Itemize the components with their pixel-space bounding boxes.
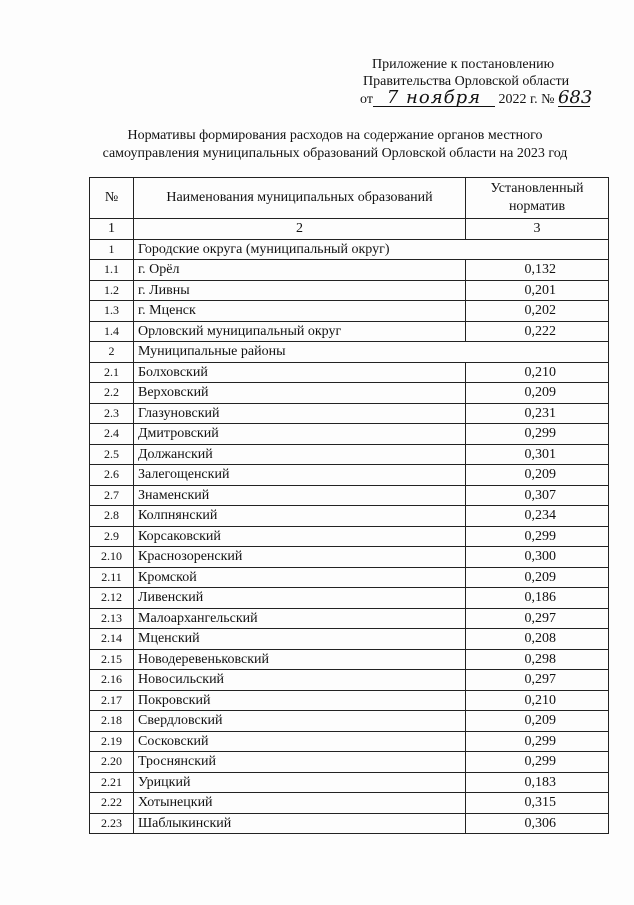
row-value: 0,210	[466, 690, 609, 711]
row-value: 0,299	[466, 752, 609, 773]
row-number: 2.20	[90, 752, 134, 773]
row-name: г. Орёл	[134, 260, 466, 281]
table-row	[90, 588, 609, 609]
row-name: Муниципальные районы	[134, 342, 609, 363]
row-number: 1.4	[90, 321, 134, 342]
row-value: 0,208	[466, 629, 609, 650]
row-number: 2.14	[90, 629, 134, 650]
row-number: 2	[90, 342, 134, 363]
row-name: Болховский	[134, 362, 466, 383]
table-row	[90, 567, 609, 588]
row-number: 2.18	[90, 711, 134, 732]
table-row	[90, 301, 609, 322]
row-value: 0,315	[466, 793, 609, 814]
row-value: 0,297	[466, 608, 609, 629]
row-name: Мценский	[134, 629, 466, 650]
table-row	[90, 362, 609, 383]
section-row	[90, 239, 609, 260]
row-name: Новосильский	[134, 670, 466, 691]
row-name: Кромской	[134, 567, 466, 588]
row-name: Сосковский	[134, 731, 466, 752]
table-row	[90, 465, 609, 486]
row-number: 2.23	[90, 813, 134, 834]
row-name: Урицкий	[134, 772, 466, 793]
table-row	[90, 793, 609, 814]
table-row	[90, 629, 609, 650]
row-number: 2.9	[90, 526, 134, 547]
row-value: 0,210	[466, 362, 609, 383]
table-row	[90, 280, 609, 301]
header-num: №	[90, 178, 134, 219]
row-value: 0,209	[466, 711, 609, 732]
row-name: Хотынецкий	[134, 793, 466, 814]
row-value: 0,299	[466, 731, 609, 752]
row-number: 2.12	[90, 588, 134, 609]
appendix-header	[360, 56, 630, 108]
table-row	[90, 608, 609, 629]
table-header-row	[90, 178, 609, 219]
row-number: 2.6	[90, 465, 134, 486]
table-row	[90, 526, 609, 547]
table-row	[90, 485, 609, 506]
table-row	[90, 813, 609, 834]
row-name: Залегощенский	[134, 465, 466, 486]
row-name: Покровский	[134, 690, 466, 711]
index-cell-3: 3	[466, 219, 609, 240]
row-number: 2.8	[90, 506, 134, 527]
table-row	[90, 506, 609, 527]
title-line-1: Нормативы формирования расходов на содержание органов местного	[127, 128, 543, 143]
row-value: 0,234	[466, 506, 609, 527]
row-name: Дмитровский	[134, 424, 466, 445]
index-cell-2: 2	[134, 219, 466, 240]
row-name: Знаменский	[134, 485, 466, 506]
row-name: Городские округа (муниципальный округ)	[134, 239, 609, 260]
row-value: 0,209	[466, 567, 609, 588]
row-value: 0,231	[466, 403, 609, 424]
row-name: Верховский	[134, 383, 466, 404]
row-number: 2.5	[90, 444, 134, 465]
row-name: г. Ливны	[134, 280, 466, 301]
row-number: 1.1	[90, 260, 134, 281]
appendix-date-prefix: от	[360, 92, 373, 107]
handwritten-date: 7 ноября	[373, 90, 495, 107]
table-row	[90, 403, 609, 424]
appendix-year-label: 2022 г. №	[498, 92, 555, 107]
row-number: 2.4	[90, 424, 134, 445]
row-value: 0,297	[466, 670, 609, 691]
row-name: Новодеревеньковский	[134, 649, 466, 670]
title-line-2: самоуправления муниципальных образований Орловской области на 2023 год	[102, 146, 568, 161]
table-index-row	[90, 219, 609, 240]
row-number: 2.13	[90, 608, 134, 629]
row-number: 2.17	[90, 690, 134, 711]
row-name: Должанский	[134, 444, 466, 465]
row-name: Орловский муниципальный округ	[134, 321, 466, 342]
table-row	[90, 260, 609, 281]
row-name: г. Мценск	[134, 301, 466, 322]
row-name: Колпнянский	[134, 506, 466, 527]
row-number: 2.15	[90, 649, 134, 670]
norms-table	[89, 177, 609, 834]
row-value: 0,201	[466, 280, 609, 301]
table-row	[90, 424, 609, 445]
row-value: 0,209	[466, 383, 609, 404]
row-value: 0,299	[466, 526, 609, 547]
row-name: Свердловский	[134, 711, 466, 732]
table-row	[90, 752, 609, 773]
row-value: 0,307	[466, 485, 609, 506]
row-value: 0,183	[466, 772, 609, 793]
appendix-line-2: Правительства Орловской области	[363, 74, 570, 89]
handwritten-number: 683	[557, 87, 593, 108]
row-number: 2.11	[90, 567, 134, 588]
table-row	[90, 731, 609, 752]
table-row	[90, 670, 609, 691]
row-number: 2.3	[90, 403, 134, 424]
header-value: Установленный норматив	[466, 178, 609, 219]
row-number: 2.22	[90, 793, 134, 814]
row-number: 2.19	[90, 731, 134, 752]
row-value: 0,300	[466, 547, 609, 568]
header-name: Наименования муниципальных образований	[134, 178, 466, 219]
index-cell-1: 1	[90, 219, 134, 240]
row-number: 2.2	[90, 383, 134, 404]
row-value: 0,299	[466, 424, 609, 445]
row-name: Малоархангельский	[134, 608, 466, 629]
row-value: 0,209	[466, 465, 609, 486]
appendix-line-3	[360, 87, 630, 108]
row-number: 2.16	[90, 670, 134, 691]
row-value: 0,222	[466, 321, 609, 342]
row-number: 2.1	[90, 362, 134, 383]
row-name: Шаблыкинский	[134, 813, 466, 834]
appendix-line-1: Приложение к постановлению	[372, 57, 555, 72]
row-value: 0,132	[466, 260, 609, 281]
row-name: Краснозоренский	[134, 547, 466, 568]
row-name: Троснянский	[134, 752, 466, 773]
row-value: 0,298	[466, 649, 609, 670]
row-number: 1	[90, 239, 134, 260]
table-row	[90, 383, 609, 404]
document-title	[80, 127, 590, 163]
table-row	[90, 321, 609, 342]
row-number: 1.3	[90, 301, 134, 322]
row-value: 0,186	[466, 588, 609, 609]
row-name: Глазуновский	[134, 403, 466, 424]
row-value: 0,306	[466, 813, 609, 834]
row-number: 2.10	[90, 547, 134, 568]
table-body	[90, 239, 609, 834]
row-name: Корсаковский	[134, 526, 466, 547]
row-number: 1.2	[90, 280, 134, 301]
row-value: 0,301	[466, 444, 609, 465]
table-row	[90, 772, 609, 793]
table-row	[90, 444, 609, 465]
table-row	[90, 711, 609, 732]
section-row	[90, 342, 609, 363]
row-value: 0,202	[466, 301, 609, 322]
table-row	[90, 690, 609, 711]
row-number: 2.21	[90, 772, 134, 793]
row-number: 2.7	[90, 485, 134, 506]
table-row	[90, 649, 609, 670]
row-name: Ливенский	[134, 588, 466, 609]
table-row	[90, 547, 609, 568]
